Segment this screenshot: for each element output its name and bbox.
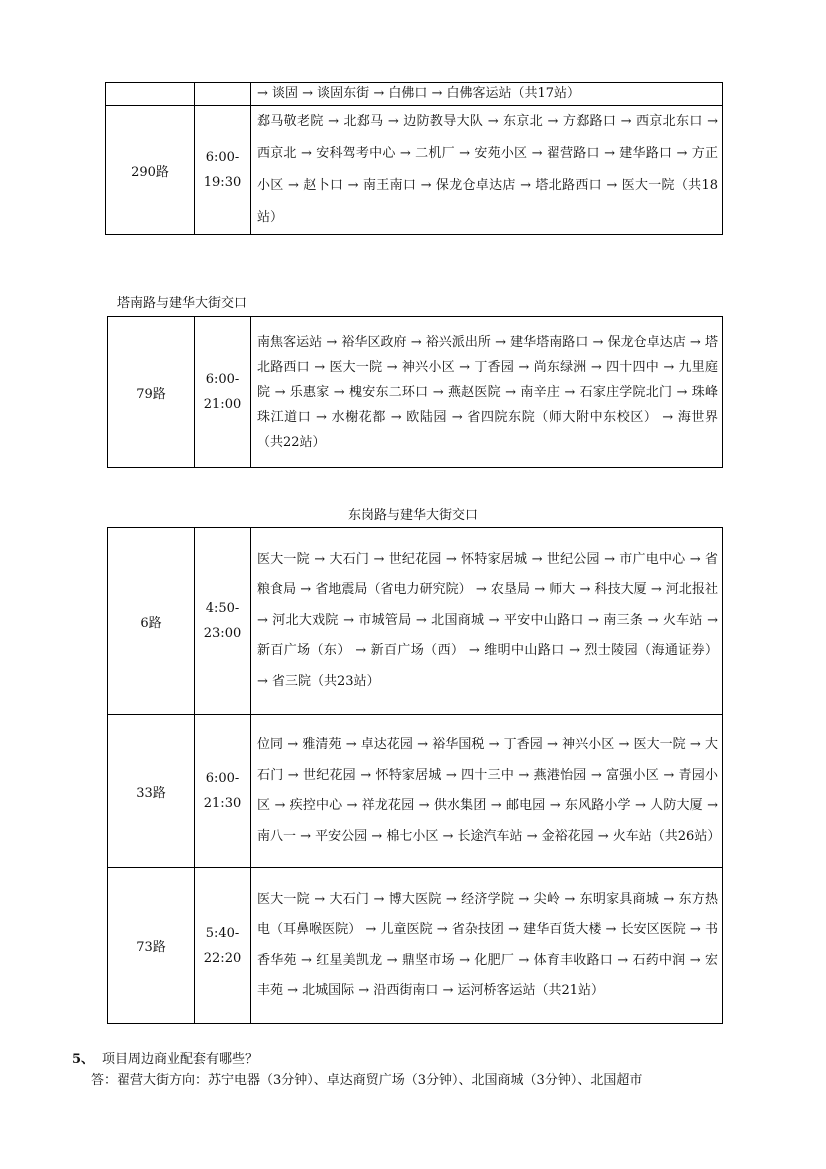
question-number: 5、 <box>72 1052 95 1067</box>
bus-table-top <box>105 82 723 235</box>
question-text: 项目周边商业配套有哪些？ <box>102 1052 259 1067</box>
section-title-donggang: 东岗路与建华大街交口 <box>347 508 478 523</box>
table-row <box>106 83 723 106</box>
stops-cell: 南焦客运站 → 裕华区政府 → 裕兴派出所 → 建华塔南路口 → 保龙仓卓达店 → 塔北路西口 → 医大一院 → 神兴小区 → 丁香园 → 尚东绿洲 → 四十四中 → 九里庭院 → 乐惠家 → 槐安东二环口 → 燕赵医院 → 南辛庄 → 石家庄学院北门 → 珠峰珠江道口 → 水榭花都 → 欧陆园 → 省四院东院（师大附中东校区） → 海世界（共22站） <box>251 317 723 468</box>
answer-text: 答：翟营大街方向：苏宁电器（3分钟）、卓达商贸广场（3分钟）、北国商城（3分钟）、北国超市 <box>91 1073 643 1088</box>
route-cell <box>106 83 195 106</box>
route-cell: 290路 <box>106 106 195 235</box>
stops-cell: 医大一院 → 大石门 → 博大医院 → 经济学院 → 尖岭 → 东明家具商城 → 东方热电（耳鼻喉医院） → 儿童医院 → 省杂技团 → 建华百货大楼 → 长安区医院 → 书香华苑 → 红星美凯龙 → 鼎坚市场 → 化肥厂 → 体育丰收路口 → 石药中润 → 宏丰苑 → 北城国际 → 沿西街南口 → 运河桥客运站（共21站） <box>251 868 723 1024</box>
time-cell: 6:00-19:30 <box>195 106 251 235</box>
stops-cell: → 谈固 → 谈固东街 → 白佛口 → 白佛客运站（共17站） <box>251 83 723 106</box>
question-5 <box>72 1048 258 1067</box>
stops-cell: 位同 → 雅清苑 → 卓达花园 → 裕华国税 → 丁香园 → 神兴小区 → 医大一院 → 大石门 → 世纪花园 → 怀特家居城 → 四十三中 → 燕港怡园 → 富强小区 → 青园小区 → 疾控中心 → 祥龙花园 → 供水集团 → 邮电园 → 东风路小学 → 人防大厦 → 南八一 → 平安公园 → 棉七小区 → 长途汽车站 → 金裕花园 → 火车站（共26站） <box>251 715 723 868</box>
table-row <box>108 868 723 1024</box>
table-row <box>108 317 723 468</box>
table-row <box>108 715 723 868</box>
table-row <box>108 528 723 715</box>
time-cell: 5:40-22:20 <box>195 868 251 1024</box>
route-cell: 6路 <box>108 528 195 715</box>
route-cell: 73路 <box>108 868 195 1024</box>
time-cell: 6:00-21:00 <box>195 317 251 468</box>
section-title-tanan: 塔南路与建华大街交口 <box>117 296 248 311</box>
bus-table-donggang <box>107 527 723 1024</box>
route-cell: 33路 <box>108 715 195 868</box>
bus-table-tanan <box>107 316 723 468</box>
stops-cell: 医大一院 → 大石门 → 世纪花园 → 怀特家居城 → 世纪公园 → 市广电中心 → 省粮食局 → 省地震局（省电力研究院） → 农垦局 → 师大 → 科技大厦 → 河北报社 → 河北大戏院 → 市城管局 → 北国商城 → 平安中山路口 → 南三条 → 火车站 → 新百广场（东） → 新百广场（西） → 维明中山路口 → 烈士陵园（海通证券） → 省三院（共23站） <box>251 528 723 715</box>
table-row <box>106 106 723 235</box>
time-cell <box>195 83 251 106</box>
time-cell: 6:00-21:30 <box>195 715 251 868</box>
stops-cell: 郄马敬老院 → 北郄马 → 边防教导大队 → 东京北 → 方郄路口 → 西京北东口 → 西京北 → 安科驾考中心 → 二机厂 → 安苑小区 → 翟营路口 → 建华路口 → 方正小区 → 赵卜口 → 南王南口 → 保龙仓卓达店 → 塔北路西口 → 医大一院（共18站） <box>251 106 723 235</box>
route-cell: 79路 <box>108 317 195 468</box>
time-cell: 4:50-23:00 <box>195 528 251 715</box>
